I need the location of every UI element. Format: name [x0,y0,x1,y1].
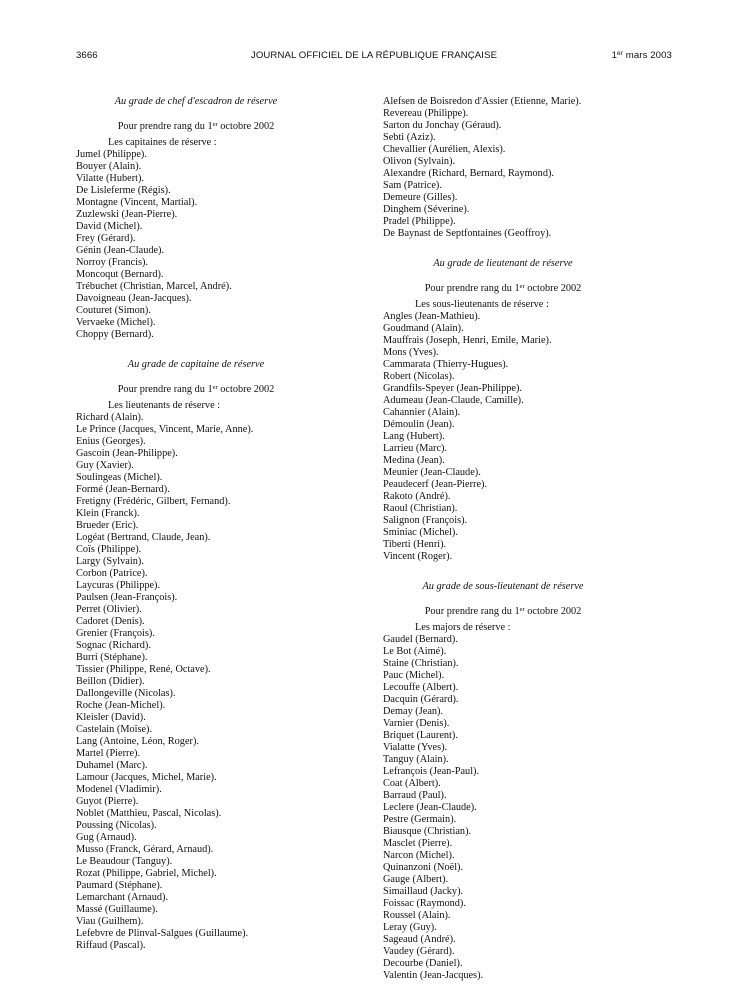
section-lieutenant [383,258,623,563]
name-entry: Roussel (Alain). [383,910,451,921]
name-entry: Vilatte (Hubert). [76,173,145,184]
name-entry: Brueder (Eric). [76,520,139,531]
name-entry: Logéat (Bertrand, Claude, Jean). [76,532,211,543]
section-heading: Au grade de sous-lieutenant de réserve [422,581,584,592]
section-subheading: Les sous-lieutenants de réserve : [415,299,549,310]
name-entry: Robert (Nicolas). [383,371,455,382]
name-entry: Musso (Franck, Gérard, Arnaud). [76,844,214,855]
name-entry: Cadoret (Denis). [76,616,145,627]
name-entry: Poussing (Nicolas). [76,820,157,831]
name-entry: Sebti (Aziz). [383,132,436,143]
name-list [383,634,623,982]
name-entry: Bouyer (Alain). [76,161,142,172]
name-entry: Vincent (Roger). [383,551,453,562]
name-entry: Viau (Guilhem). [76,916,144,927]
name-entry: Staine (Christian). [383,658,459,669]
name-entry: Raoul (Christian). [383,503,458,514]
name-entry: Meunier (Jean-Claude). [383,467,481,478]
name-entry: Burri (Stéphane). [76,652,148,663]
name-entry: Gaudel (Bernard). [383,634,458,645]
name-entry: Peaudecerf (Jean-Pierre). [383,479,488,490]
rang-line: Pour prendre rang du 1er octobre 2002 [117,384,275,395]
name-entry: Sarton du Jonchay (Géraud). [383,120,502,131]
name-entry: Couturet (Simon). [76,305,151,316]
name-entry: Grandfils-Speyer (Jean-Philippe). [383,383,522,394]
name-entry: Leray (Guy). [383,922,437,933]
name-entry: Leclere (Jean-Claude). [383,802,477,813]
rang-line: Pour prendre rang du 1er octobre 2002 [424,606,582,617]
left-column [76,96,316,952]
name-entry: Gascoin (Jean-Philippe). [76,448,178,459]
section-subheading: Les majors de réserve : [415,622,511,633]
name-entry: Sageaud (André). [383,934,456,945]
name-entry: Trébuchet (Christian, Marcel, André). [76,281,232,292]
section-chef-escadron [76,96,316,341]
name-entry: Guy (Xavier). [76,460,134,471]
name-entry: Sam (Patrice). [383,180,442,191]
rang-line: Pour prendre rang du 1er octobre 2002 [424,283,582,294]
name-entry: Demay (Jean). [383,706,444,717]
name-entry: Gauge (Albert). [383,874,449,885]
name-entry: Vialatte (Yves). [383,742,448,753]
name-entry: Roche (Jean-Michel). [76,700,166,711]
name-entry: Largy (Sylvain). [76,556,144,567]
name-entry: Larrieu (Marc). [383,443,448,454]
name-entry: Démoulin (Jean). [383,419,455,430]
name-entry: Fretigny (Frédéric, Gilbert, Fernand). [76,496,231,507]
name-entry: Laycuras (Philippe). [76,580,161,591]
name-entry: Coat (Albert). [383,778,441,789]
name-entry: Noblet (Matthieu, Pascal, Nicolas). [76,808,222,819]
name-entry: Revereau (Philippe). [383,108,469,119]
name-entry: Salignon (François). [383,515,468,526]
name-entry: Barraud (Paul). [383,790,447,801]
name-entry: Dinghem (Séverine). [383,204,470,215]
name-entry: Coïs (Philippe). [76,544,142,555]
name-entry: Cammarata (Thierry-Hugues). [383,359,509,370]
name-entry: Lang (Antoine, Léon, Roger). [76,736,199,747]
name-entry: Alexandre (Richard, Bernard, Raymond). [383,168,554,179]
journal-title: JOURNAL OFFICIEL DE LA RÉPUBLIQUE FRANÇAISE [250,50,498,61]
name-entry: Kleisler (David). [76,712,146,723]
name-entry: Sminiac (Michel). [383,527,458,538]
name-entry: Rozat (Philippe, Gabriel, Michel). [76,868,217,879]
page-header [76,50,672,66]
name-entry: Simaillaud (Jacky). [383,886,464,897]
name-entry: Tiberti (Henri). [383,539,447,550]
name-entry: Le Prince (Jacques, Vincent, Marie, Anne). [76,424,254,435]
name-entry: Frey (Gérard). [76,233,136,244]
name-entry: Briquet (Laurent). [383,730,458,741]
name-entry: Cahannier (Alain). [383,407,461,418]
name-entry: Choppy (Bernard). [76,329,154,340]
name-entry: Paulsen (Jean-François). [76,592,178,603]
name-entry: Martel (Pierre). [76,748,141,759]
name-entry: Lecouffe (Albert). [383,682,459,693]
section-capitaine [76,359,316,952]
name-entry: Davoigneau (Jean-Jacques). [76,293,192,304]
name-entry: Duhamel (Marc). [76,760,148,771]
section-heading: Au grade de capitaine de réserve [127,359,265,370]
name-entry: Corbon (Patrice). [76,568,148,579]
name-entry: Lefebvre de Plinval-Salgues (Guillaume). [76,928,249,939]
name-entry: Zuzlewski (Jean-Pierre). [76,209,178,220]
name-entry: Valentin (Jean-Jacques). [383,970,484,981]
name-entry: Mons (Yves). [383,347,439,358]
name-entry: Vervaeke (Michel). [76,317,156,328]
name-entry: Massé (Guillaume). [76,904,158,915]
name-entry: Moncoqut (Bernard). [76,269,164,280]
name-entry: Modenel (Vladimir). [76,784,162,795]
name-entry: Masclet (Pierre). [383,838,453,849]
name-entry: Jumel (Philippe). [76,149,147,160]
name-entry: De Lisleferme (Régis). [76,185,171,196]
name-entry: Sognac (Richard). [76,640,151,651]
name-entry: Castelain (Moïse). [76,724,153,735]
name-entry: Adumeau (Jean-Claude, Camille). [383,395,524,406]
name-entry: Tanguy (Alain). [383,754,449,765]
name-entry: Montagne (Vincent, Martial). [76,197,198,208]
name-entry: Norroy (Francis). [76,257,149,268]
name-entry: Chevallier (Aurélien, Alexis). [383,144,506,155]
name-entry: Olivon (Sylvain). [383,156,456,167]
name-entry: Biausque (Christian). [383,826,472,837]
name-entry: Le Beaudour (Tanguy). [76,856,173,867]
rang-line: Pour prendre rang du 1er octobre 2002 [117,121,275,132]
section-heading: Au grade de lieutenant de réserve [433,258,573,269]
name-entry: David (Michel). [76,221,143,232]
name-list [383,311,623,563]
name-entry: Paumard (Stéphane). [76,880,163,891]
name-entry: Vaudey (Gérard). [383,946,455,957]
name-entry: Alefsen de Boisredon d'Assier (Etienne, Marie). [383,96,582,107]
section-heading: Au grade de chef d'escadron de réserve [114,96,278,107]
name-entry: Dacquin (Gérard). [383,694,459,705]
name-entry: Narcon (Michel). [383,850,455,861]
name-entry: Pestre (Germain). [383,814,457,825]
name-entry: Dallongeville (Nicolas). [76,688,176,699]
name-entry: Lefrançois (Jean-Paul). [383,766,480,777]
name-entry: Angles (Jean-Mathieu). [383,311,481,322]
name-entry: Perret (Olivier). [76,604,142,615]
name-entry: Demeure (Gilles). [383,192,458,203]
name-entry: Gug (Arnaud). [76,832,137,843]
name-entry: Guyot (Pierre). [76,796,139,807]
name-entry: Decourbe (Daniel). [383,958,463,969]
page-number: 3666 [76,50,98,61]
issue-date: 1er mars 2003 [611,50,672,61]
name-list [76,412,316,952]
name-entry: Medina (Jean). [383,455,445,466]
name-entry: Le Bot (Aimé). [383,646,447,657]
name-entry: Lemarchant (Arnaud). [76,892,169,903]
name-list [76,149,316,341]
section-subheading: Les capitaines de réserve : [108,137,217,148]
name-entry: Enius (Georges). [76,436,146,447]
name-entry: Varnier (Denis). [383,718,450,729]
name-entry: De Baynast de Septfontaines (Geoffroy). [383,228,552,239]
name-list-continued [383,96,623,240]
name-entry: Soulingeas (Michel). [76,472,163,483]
name-entry: Pauc (Michel). [383,670,445,681]
name-entry: Formé (Jean-Bernard). [76,484,170,495]
name-entry: Beillon (Didier). [76,676,145,687]
name-entry: Tissier (Philippe, René, Octave). [76,664,211,675]
name-entry: Foissac (Raymond). [383,898,466,909]
name-entry: Lang (Hubert). [383,431,445,442]
name-entry: Génin (Jean-Claude). [76,245,165,256]
name-entry: Lamour (Jacques, Michel, Marie). [76,772,217,783]
name-entry: Mauffrais (Joseph, Henri, Emile, Marie). [383,335,552,346]
name-entry: Goudmand (Alain). [383,323,464,334]
name-entry: Quinanzoni (Noël). [383,862,464,873]
section-sous-lieutenant [383,581,623,982]
name-entry: Riffaud (Pascal). [76,940,146,951]
name-entry: Rakoto (André). [383,491,451,502]
right-column [383,96,623,982]
name-entry: Pradel (Philippe). [383,216,456,227]
name-entry: Klein (Franck). [76,508,140,519]
section-subheading: Les lieutenants de réserve : [108,400,221,411]
name-entry: Grenier (François). [76,628,155,639]
name-entry: Richard (Alain). [76,412,144,423]
